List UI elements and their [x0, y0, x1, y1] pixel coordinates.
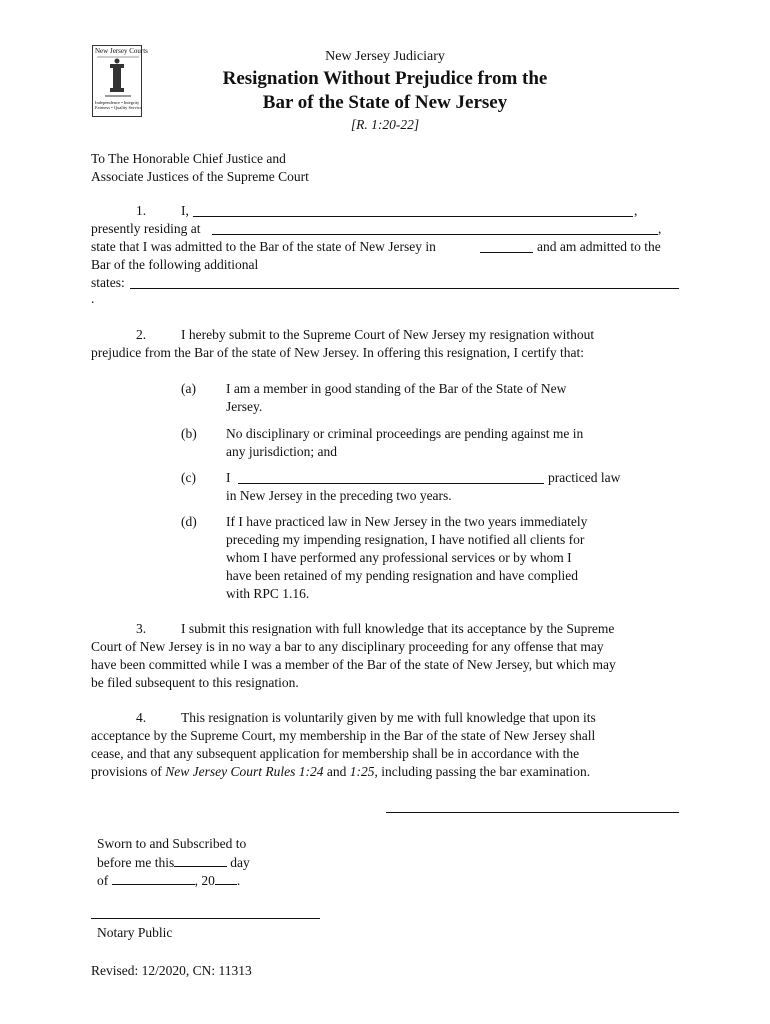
- item-c-label: (c): [181, 470, 196, 485]
- sworn-line3: [97, 871, 240, 890]
- para4-and: and: [323, 764, 350, 779]
- salutation-line2: Associate Justices of the Supreme Court: [91, 169, 309, 184]
- para4-line4: [91, 763, 590, 781]
- name-field[interactable]: [193, 216, 633, 217]
- item-d-line: preceding my impending resignation, I have notified all clients for: [226, 532, 585, 547]
- para4-ending: , including passing the bar examination.: [374, 764, 591, 779]
- item-c-line2: in New Jersey in the preceding two years.: [226, 488, 452, 503]
- year-field[interactable]: [215, 871, 237, 885]
- year-prefix: , 20: [194, 873, 215, 888]
- notary-signature-field[interactable]: [91, 918, 320, 919]
- para4-line1: This resignation is voluntarily given by me with full knowledge that upon its: [181, 710, 596, 725]
- item-d-line: with RPC 1.16.: [226, 586, 310, 601]
- sworn-line2: [97, 853, 250, 872]
- para4-line2: acceptance by the Supreme Court, my membership in the Bar of the state of New Jersey shall: [91, 728, 596, 743]
- admitted-text: state that I was admitted to the Bar of the state of New Jersey in: [91, 239, 436, 254]
- para1-i-label: I,: [181, 203, 189, 218]
- rule-reference: [R. 1:20-22]: [350, 117, 420, 132]
- month-field[interactable]: [112, 871, 195, 885]
- document-title-line1: Resignation Without Prejudice from the: [222, 68, 548, 89]
- para2-number: 2.: [136, 327, 147, 342]
- item-b-line2: any jurisdiction; and: [226, 444, 337, 459]
- para3-line: have been committed while I was a member of the Bar of the state of New Jersey, but which may: [91, 657, 616, 672]
- para4-provisions: provisions of: [91, 764, 166, 779]
- practiced-law-field[interactable]: [238, 483, 544, 484]
- notary-label: Notary Public: [97, 925, 173, 940]
- before-me-label: before me this: [97, 855, 175, 870]
- item-d-label: (d): [181, 514, 197, 529]
- para1-number: 1.: [136, 203, 147, 218]
- item-d-line: whom I have performed any professional services or by whom I: [226, 550, 572, 565]
- item-c-practiced-law: practiced law: [548, 470, 621, 485]
- para1-comma2: ,: [658, 221, 662, 236]
- logo-tagline: Independence • Integrity Fairness • Quality Service: [95, 100, 142, 110]
- item-a-line1: I am a member in good standing of the Bar of the State of New: [226, 381, 567, 396]
- para3-line: I submit this resignation with full knowledge that its acceptance by the Supreme: [181, 621, 615, 636]
- residing-label: presently residing at: [91, 221, 201, 236]
- revision-footer: Revised: 12/2020, CN: 11313: [91, 963, 252, 978]
- day-label: day: [230, 855, 250, 870]
- organization-name: New Jersey Judiciary: [325, 49, 445, 64]
- document-title-line2: Bar of the State of New Jersey: [262, 92, 508, 113]
- item-a-line2: Jersey.: [226, 399, 263, 414]
- item-b-line1: No disciplinary or criminal proceedings are pending against me in: [226, 426, 584, 441]
- para2-line2: prejudice from the Bar of the state of New Jersey. In offering this resignation, I certify that:: [91, 345, 584, 360]
- para2-line1: I hereby submit to the Supreme Court of New Jersey my resignation without: [181, 327, 595, 342]
- item-a-label: (a): [181, 381, 196, 396]
- court-rule-124: New Jersey Court Rules 1:24: [165, 764, 324, 779]
- logo-name: New Jersey Courts: [95, 47, 148, 55]
- para1-period: .: [91, 291, 95, 306]
- sworn-line1: Sworn to and Subscribed to: [97, 836, 247, 851]
- para1-comma: ,: [634, 203, 638, 218]
- item-c-i: I: [226, 470, 231, 485]
- states-field[interactable]: [130, 288, 679, 289]
- item-d-line: have been retained of my pending resignation and have complied: [226, 568, 579, 583]
- para3-line: be filed subsequent to this resignation.: [91, 675, 299, 690]
- signature-field[interactable]: [386, 812, 679, 813]
- item-b-label: (b): [181, 426, 197, 441]
- day-field[interactable]: [174, 853, 227, 867]
- para3-number: 3.: [136, 621, 147, 636]
- para4-number: 4.: [136, 710, 147, 725]
- para3-line: Court of New Jersey is in no way a bar to any disciplinary proceeding for any offense that may: [91, 639, 604, 654]
- admission-year-field[interactable]: [480, 252, 533, 253]
- states-label: states:: [91, 275, 125, 290]
- salutation-line1: To The Honorable Chief Justice and: [91, 151, 286, 166]
- court-rule-125: 1:25: [349, 764, 375, 779]
- admitted-after-text: and am admitted to the: [537, 239, 661, 254]
- item-d-line: If I have practiced law in New Jersey in the two years immediately: [226, 514, 588, 529]
- of-label: of: [97, 873, 109, 888]
- residence-field[interactable]: [212, 234, 658, 235]
- additional-states-label: Bar of the following additional: [91, 257, 259, 272]
- para4-line3: cease, and that any subsequent application for membership shall be in accordance with the: [91, 746, 580, 761]
- sworn-period: .: [236, 873, 241, 888]
